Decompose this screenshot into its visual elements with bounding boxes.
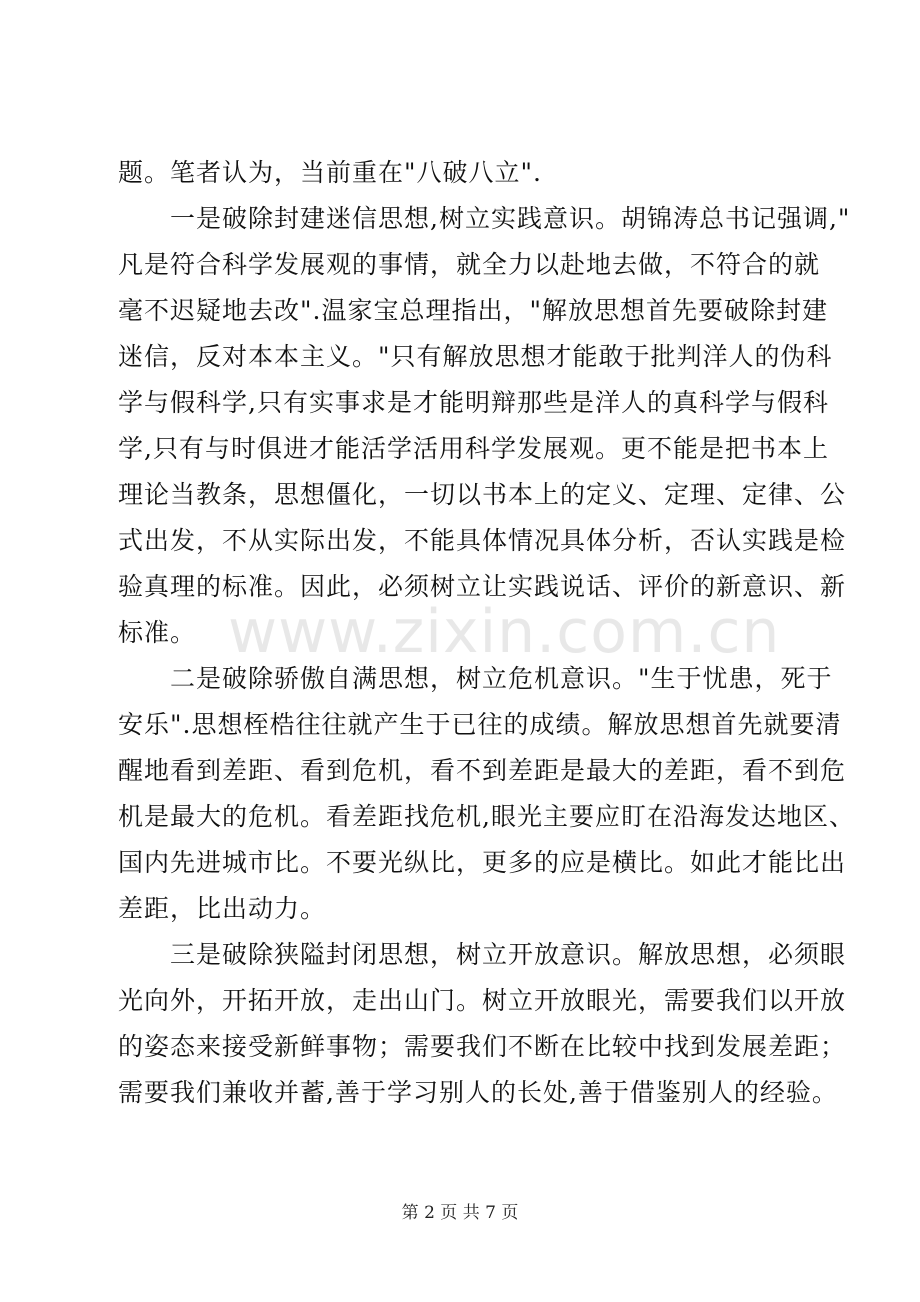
text-line-5: 迷信，反对本本主义。"只有解放思想才能敢于批判洋人的伪科 [118,342,833,371]
text-line-12: 二是破除骄傲自满思想，树立危机意识。"生于忧患，死于 [170,664,833,693]
text-line-1: 题。笔者认为，当前重在"八破八立". [118,158,542,187]
text-line-21: 需要我们兼收并蓄,善于学习别人的长处,善于借鉴别人的经验。 [118,1078,838,1107]
text-line-3: 凡是符合科学发展观的事情，就全力以赴地去做，不符合的就 [118,250,821,279]
text-line-15: 机是最大的危机。看差距找危机,眼光主要应盯在沿海发达地区、 [118,802,855,831]
text-line-20: 的姿态来接受新鲜事物；需要我们不断在比较中找到发展差距； [118,1032,847,1061]
text-line-13: 安乐".思想桎梏往往就产生于已往的成绩。解放思想首先就要清 [118,710,842,739]
text-line-9: 式出发，不从实际出发，不能具体情况具体分析，否认实践是检 [118,526,847,555]
text-line-2: 一是破除封建迷信思想,树立实践意识。胡锦涛总书记强调," [170,204,851,233]
text-line-19: 光向外，开拓开放，走出山门。树立开放眼光，需要我们以开放 [118,986,847,1015]
text-line-6: 学与假科学,只有实事求是才能明辩那些是洋人的真科学与假科 [118,388,829,417]
text-line-18: 三是破除狭隘封闭思想，树立开放意识。解放思想，必须眼 [170,940,847,969]
text-line-7: 学,只有与时俱进才能活学活用科学发展观。更不能是把书本上 [118,434,829,463]
text-line-8: 理论当教条，思想僵化，一切以书本上的定义、定理、定律、公 [118,480,847,509]
text-line-14: 醒地看到差距、看到危机，看不到差距是最大的差距，看不到危 [118,756,847,785]
text-line-10: 验真理的标准。因此，必须树立让实践说话、评价的新意识、新 [118,572,847,601]
text-line-11: 标准。 [118,618,197,647]
body-text [118,150,855,1116]
text-line-17: 差距，比出动力。 [118,894,327,923]
text-line-4: 毫不迟疑地去改".温家宝总理指出，"解放思想首先要破除封建 [118,296,828,325]
watermark: www.zixin.com.cn [228,597,781,667]
page-footer: 第 2 页 共 7 页 [401,1203,519,1223]
text-line-16: 国内先进城市比。不要光纵比，更多的应是横比。如此才能比出 [118,848,847,877]
